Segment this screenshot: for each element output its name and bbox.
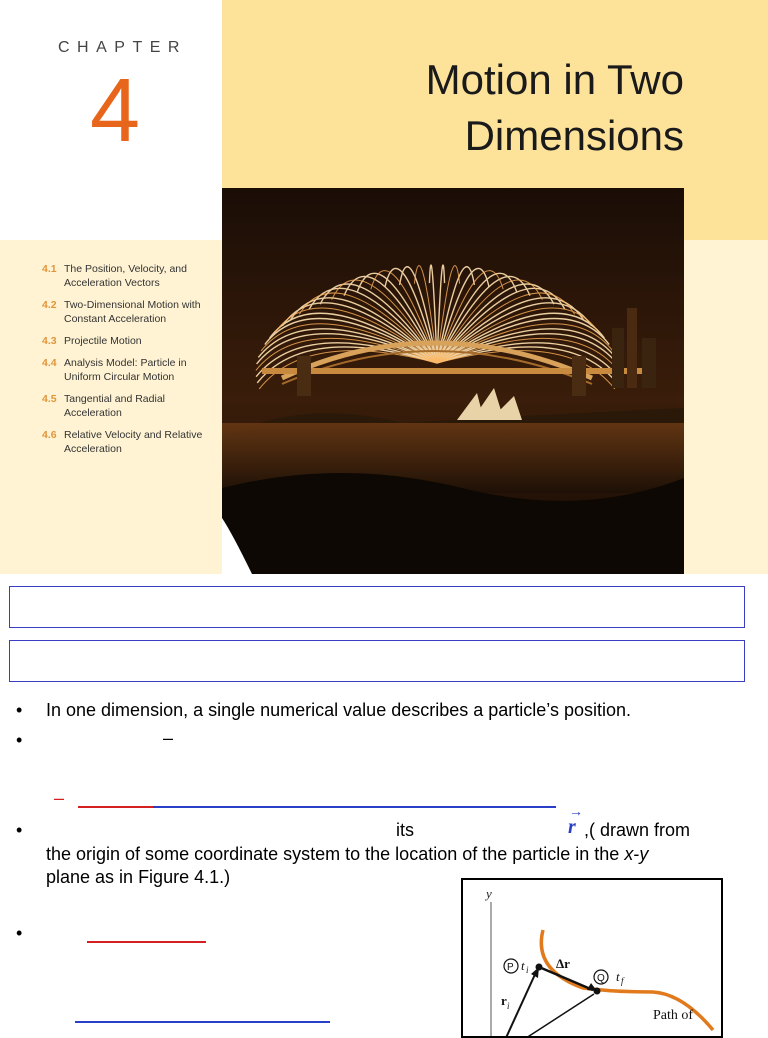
section-number: 4.3 [42,335,57,347]
point-q-label: Q [597,973,605,984]
section-title: Two-Dimensional Motion with Constant Acceleration [64,299,201,325]
heading-box-2 [9,640,745,682]
section-number: 4.5 [42,393,57,405]
text-drawn-from: ,( drawn from [584,820,691,840]
bullet-marker: • [16,923,23,943]
section-title: Tangential and Radial Acceleration [64,393,165,419]
section-item [42,428,217,456]
fireworks-photo [222,188,684,574]
section-item [42,262,217,290]
bullet-text-line-2: the origin of some coordinate system to the location of the particle in the x-y [46,844,649,864]
chapter-title [300,52,684,164]
section-title: Relative Velocity and Relative Acceleration [64,429,203,455]
section-item [42,392,217,420]
chapter-label: CHAPTER [58,39,187,56]
section-item [42,334,217,348]
vector-arrow-icon: → [569,805,583,820]
right-beige-strip [684,240,768,574]
underline-blue [153,806,556,808]
chapter-number: 4 [90,61,141,161]
section-number: 4.6 [42,429,57,441]
section-title: Analysis Model: Particle in Uniform Circular Motion [64,357,187,383]
r-initial-label: r [501,993,507,1008]
section-title: Projectile Motion [64,335,142,347]
section-number: 4.4 [42,357,57,369]
bullet-text-line-3: plane as in Figure 4.1.) [46,867,231,887]
figure-axis-y: y [486,886,492,901]
dash-mark: – [163,728,174,748]
delta-r-label: Δr [556,956,570,971]
bullet-marker: • [16,820,23,840]
section-title: The Position, Velocity, and Acceleration Vectors [64,263,187,289]
position-vector-symbol: → r [568,805,583,838]
point-p-label: P [507,962,514,973]
section-item [42,298,217,326]
fireworks-photo-illustration [222,188,684,574]
path-label: Path of [653,1008,694,1023]
time-initial-subscript: i [526,965,529,975]
section-number: 4.1 [42,263,57,275]
underline-red [87,941,206,943]
section-number: 4.2 [42,299,57,311]
time-final-subscript: f [621,976,624,986]
underline-red [78,806,153,808]
chapter-title-line-2: Dimensions [464,112,684,159]
section-list [42,262,217,464]
text-its: its [396,820,414,840]
chapter-title-line-1: Motion in Two [425,56,684,103]
bullet-marker: • [16,700,23,720]
r-initial-subscript: i [507,1001,510,1011]
time-final-label: t [616,969,620,984]
dash-mark-red: – [54,788,65,808]
heading-box-1 [9,586,745,628]
bullet-marker: • [16,730,23,750]
section-item [42,356,217,384]
figure-4-1 [461,878,723,1038]
bullet-text-1d-position: In one dimension, a single numerical value describes a particle’s position. [46,700,631,720]
time-initial-label: t [521,958,525,973]
underline-blue [75,1021,330,1023]
position-diagram [463,880,723,1038]
